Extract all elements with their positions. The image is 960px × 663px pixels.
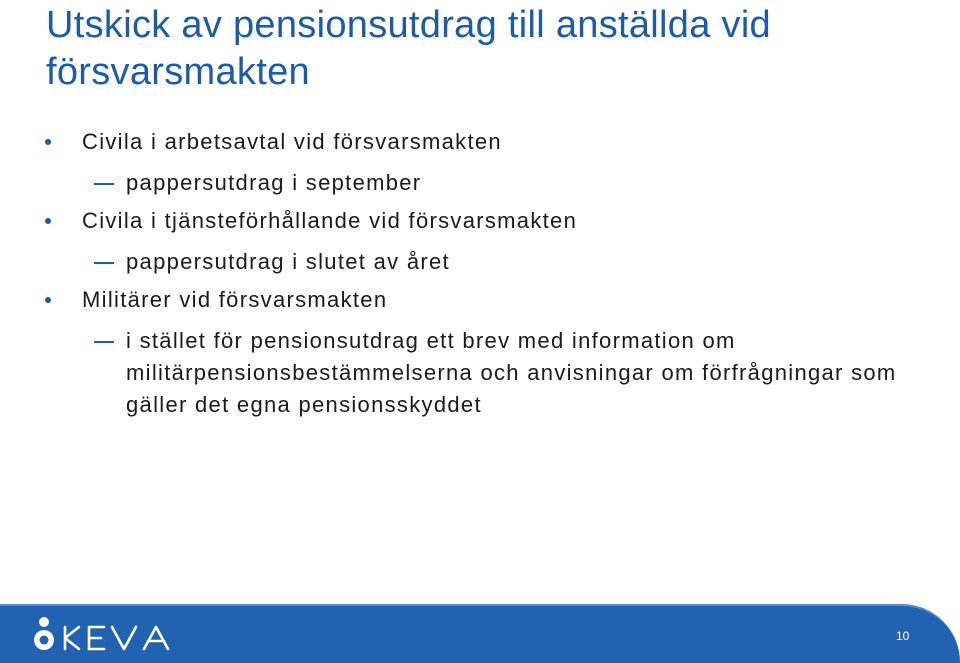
bullet-text: Militärer vid försvarsmakten (82, 287, 388, 312)
bullet-text: Civila i arbetsavtal vid försvarsmakten (82, 129, 502, 154)
dash-icon (94, 183, 114, 185)
sub-bullet-text: pappersutdrag i september (126, 170, 422, 195)
sub-bullet-text: i stället för pensionsutdrag ett brev med information om militärpensionsbestämmelserna och anvisningar om förfrågningar som gäller det egna pensionsskyddet (126, 328, 897, 417)
footer-bar (0, 604, 960, 663)
bullet-dot-icon (45, 297, 51, 303)
keva-wordmark (65, 627, 168, 649)
bullet-dot-icon (45, 218, 51, 224)
slide-title: Utskick av pensionsutdrag till anställda vid försvarsmakten (46, 4, 771, 93)
dash-icon (94, 341, 114, 343)
bullet-text: Civila i tjänsteförhållande vid försvarsmakten (82, 208, 578, 233)
bullet-dot-icon (45, 139, 51, 145)
page-number: 10 (896, 629, 910, 643)
dash-icon (94, 262, 114, 264)
keva-person-icon (34, 617, 54, 650)
keva-logo (32, 616, 182, 652)
sub-bullet-text: pappersutdrag i slutet av året (126, 249, 450, 274)
